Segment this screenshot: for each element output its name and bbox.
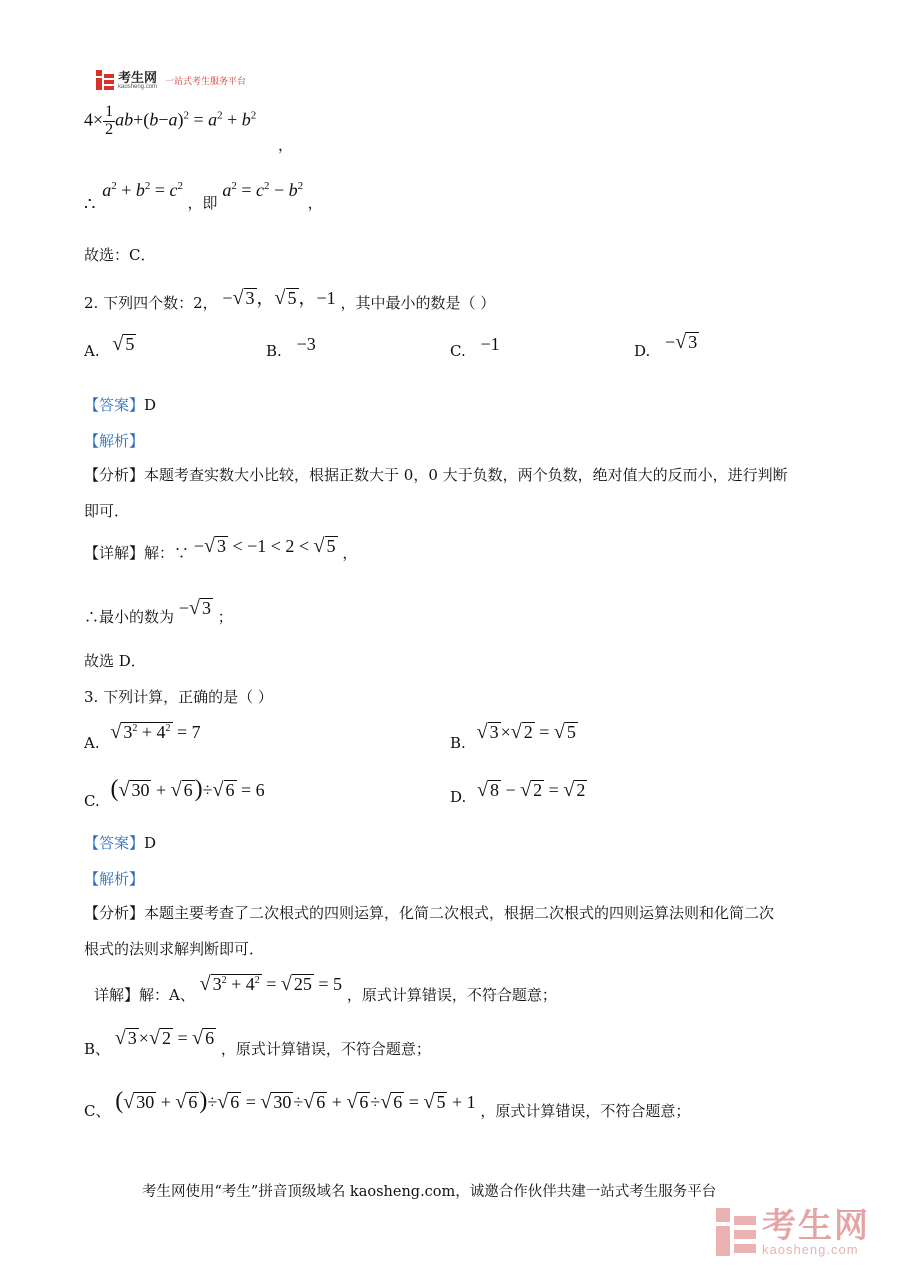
min-value: −√ 3 [178,597,211,619]
q2-stem-suffix: ，其中最小的数是（ ） [340,294,496,312]
option-letter: D. [634,342,651,360]
q2-min [84,597,233,626]
q1-conclusion: 故选：C． [84,246,156,264]
q3-option-a [84,721,201,752]
q1-ji-label: ，即 [187,194,218,212]
watermark-logo-icon [716,1208,756,1256]
header-logo [96,70,246,90]
q2-stem [84,288,495,314]
detail-a-expression: √ $3^2 + 4^2$ = √ 25 = 5 [199,973,343,995]
q1-eq2-comma: ， [307,194,323,212]
answer-value: D [144,396,157,414]
q3-answer [84,832,156,853]
q3-stem: 3. 下列计算，正确的是（ ） [84,688,273,706]
detail-b-expression: √ 3 ×√ 2 = √ 6 [114,1027,215,1049]
logo-tagline: 一站式考生服务平台 [165,75,247,86]
option-value: −3 [296,334,316,354]
c-suffix: ，原式计算错误，不符合题意； [480,1102,691,1120]
q3-detail-b [84,1027,431,1058]
option-expression: √ 3 ×√ 2 = √ 5 [476,721,576,743]
option-value: −1 [480,334,500,354]
detail-comma: ， [342,544,358,562]
option-letter: C. [450,342,466,360]
q3-option-d [450,779,587,806]
q3-detail-c [84,1088,691,1120]
answer-tag: 【答案】 [84,834,145,852]
option-expression: √ 8 − √ 2 = √ 2 [477,779,586,801]
q2-option-c [450,334,500,361]
watermark-text: 考生网 [762,1206,870,1245]
q2-option-d [634,331,699,361]
option-expression: (√ 30 + √ 6)÷√ 6 = 6 [110,776,265,802]
q3-fenxi: 【分析】本题主要考查了二次根式的四则运算，化简二次根式，根据二次根式的四则运算法则和化简二次 [84,904,775,922]
q2-fenxi: 【分析】本题考查实数大小比较，根据正数大于 0，0 大于负数，两个负数，绝对值大的反而小，进行判断 [84,466,788,484]
q3-option-c [84,776,265,810]
kaosheng-logo-icon [96,70,114,90]
q3-analysis-tag: 【解析】 [84,870,145,888]
logo-text: 考生网 [118,69,158,85]
q3-detail-a [94,973,557,1004]
watermark [716,1208,870,1256]
logo-sub: kaosheng.com [118,83,158,90]
option-letter: A. [84,342,100,360]
option-letter: D. [450,788,467,806]
detail-prefix: 详解】解：A、 [94,986,195,1004]
min-suffix: ； [217,608,233,626]
detail-inequality: −√ 3 < −1 < 2 < √ 5 [193,535,336,557]
q1-equation-1: 4× $\frac{1}{2}$ $ab+(b-a)^2 = a^2 + b^2$ [84,103,257,138]
option-letter: C. [84,792,100,810]
detail-prefix: 【详解】解：∵ [84,544,190,562]
watermark-sub: kaosheng.com [762,1241,859,1257]
q1-equation-3: $a^2 = c^2 - b^2$ [222,180,304,200]
q2-answer [84,394,156,415]
q2-fenxi-line2: 即可． [84,502,130,520]
q2-stem-prefix: 2. 下列四个数：2， [84,294,218,312]
option-value: −√ 3 [665,331,698,353]
detail-c-expression: (√ 30 + √ 6)÷√ 6 = √ 30 ÷√ 6 + √ 6 ÷√ 6 = √ 5 + 1 [115,1088,476,1114]
option-letter: B. [266,342,282,360]
page-footer: 考生网使用“考生”拼音顶级域名 kaosheng.com，诚邀合作伙伴共建一站式考生服务平台 [142,1184,717,1200]
option-letter: A. [84,734,100,752]
q2-conclusion: 故选 D． [84,652,146,670]
min-prefix: ∴最小的数为 [84,608,175,626]
b-prefix: B、 [84,1040,111,1058]
q1-therefore-line [84,180,323,215]
detail-a-suffix: ，原式计算错误，不符合题意； [346,986,557,1004]
option-value: √ 5 [112,333,135,355]
q1-equation-2: $a^2 + b^2 = c^2$ [102,180,184,200]
q2-option-b [266,334,316,361]
q2-option-a [84,333,136,361]
therefore-symbol: ∴ [84,194,96,215]
q1-eq1-comma: ， [278,136,294,154]
answer-value: D [144,834,157,852]
q2-analysis-tag: 【解析】 [84,432,145,450]
answer-tag: 【答案】 [84,396,145,414]
q2-stem-numbers: −√ 3 ，√ 5 ，−1 [222,287,336,309]
q3-option-b [450,721,578,752]
c-prefix: C、 [84,1102,111,1120]
option-letter: B. [450,734,466,752]
option-expression: √ $3^2 + 4^2 = 7$ [110,721,201,743]
q2-detail [84,535,358,563]
q3-fenxi-line2: 根式的法则求解判断即可． [84,940,265,958]
b-suffix: ，原式计算错误，不符合题意； [220,1040,431,1058]
